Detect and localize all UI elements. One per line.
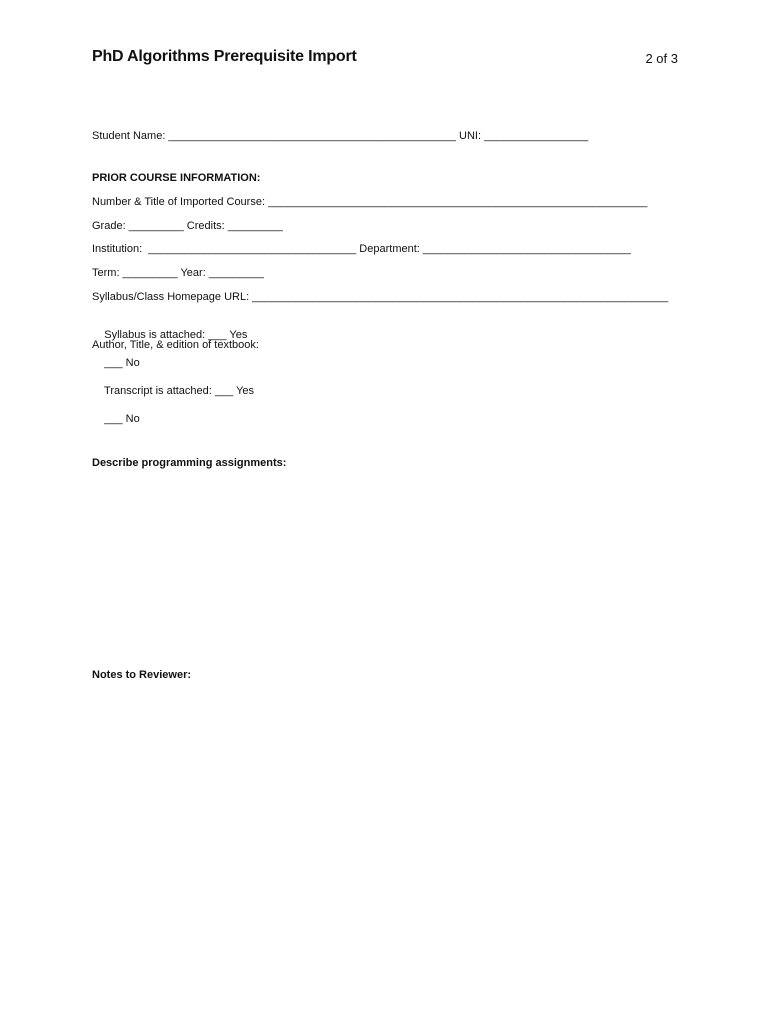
notes-to-reviewer-heading: Notes to Reviewer: [92, 669, 192, 681]
syllabus-attached-no[interactable]: ___ No [104, 357, 140, 369]
course-number-title-line[interactable]: Number & Title of Imported Course: ______________________________________________________________ [92, 196, 648, 208]
institution-department-line[interactable]: Institution: __________________________________ Department: __________________________________ [92, 243, 631, 255]
syllabus-attached-yes[interactable]: Syllabus is attached: ___ Yes [104, 329, 248, 341]
page-title: PhD Algorithms Prerequisite Import [92, 48, 357, 65]
textbook-label: Author, Title, & edition of textbook: [92, 339, 259, 351]
transcript-attached-yes[interactable]: Transcript is attached: ___ Yes [104, 385, 255, 397]
prior-course-heading: PRIOR COURSE INFORMATION: [92, 172, 261, 184]
term-year-line[interactable]: Term: _________ Year: _________ [92, 267, 264, 279]
attachments-line [92, 314, 254, 440]
grade-credits-line[interactable]: Grade: _________ Credits: _________ [92, 220, 283, 232]
programming-assignments-heading: Describe programming assignments: [92, 457, 287, 469]
syllabus-url-line[interactable]: Syllabus/Class Homepage URL: ____________________________________________________________________ [92, 291, 669, 303]
transcript-attached-no[interactable]: ___ No [104, 413, 140, 425]
page-indicator: 2 of 3 [645, 51, 678, 66]
student-name-uni-line[interactable]: Student Name: _______________________________________________ UNI: _________________ [92, 130, 589, 142]
